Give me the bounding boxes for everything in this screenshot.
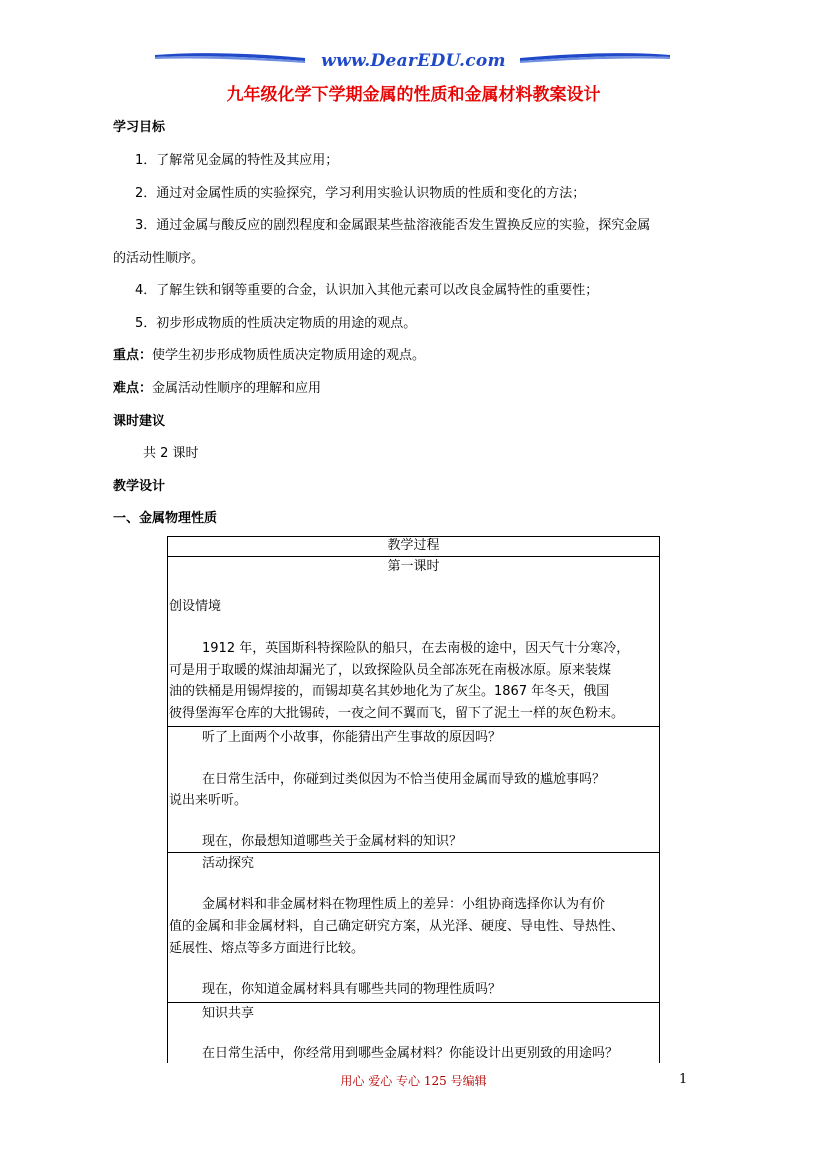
table-subheader: 第一课时: [387, 559, 440, 574]
objective-item: 4．了解生铁和钢等重要的合金，认识加入其他元素可以改良金属特性的重要性；: [135, 283, 599, 298]
objectives-heading: 学习目标: [113, 120, 166, 135]
question-line: 在日常生活中，你碰到过类似因为不恰当使用金属而导致的尴尬事吗？: [202, 772, 606, 787]
difficulty: [113, 380, 321, 398]
activity-line: 金属材料和非金属材料在物理性质上的差异：小组协商选择你认为有价: [202, 897, 606, 912]
activity-cell: [169, 853, 658, 1002]
table-row: [168, 537, 660, 557]
knowledge-title: 知识共享: [202, 1006, 255, 1021]
key-point-label: 重点：: [113, 348, 153, 363]
scenario-line: 彼得堡海军仓库的大批锡砖，一夜之间不翼而飞，留下了泥土一样的灰色粉末。: [169, 706, 625, 721]
activity-title: 活动探究: [202, 856, 255, 871]
table-row: [168, 727, 660, 853]
questions-cell: [169, 727, 658, 852]
activity-question: 现在，你知道金属材料具有哪些共同的物理性质吗？: [202, 982, 502, 997]
objective-item-continuation: 的活动性顺序。: [113, 251, 205, 266]
objective-item: 3．通过金属与酸反应的剧烈程度和金属跟某些盐溶液能否发生置换反应的实验，探究金属: [135, 218, 651, 233]
key-point-text: 使学生初步形成物质性质决定物质用途的观点。: [152, 348, 426, 363]
lesson-hours-heading: 课时建议: [113, 414, 166, 429]
question-line: 听了上面两个小故事，你能猜出产生事故的原因吗？: [202, 730, 502, 745]
lesson-process-table: [167, 536, 660, 1063]
objective-item: 5．初步形成物质的性质决定物质的用途的观点。: [135, 316, 417, 331]
footer-text: 用心 爱心 专心 125 号编辑: [340, 1074, 487, 1088]
scenario-line: 油的铁桶是用锡焊接的，而锡却莫名其妙地化为了灰尘。1867 年冬天，俄国: [169, 684, 610, 699]
table-row: [168, 1003, 660, 1064]
objective-item: 1．了解常见金属的特性及其应用；: [135, 153, 339, 168]
table-row: [168, 853, 660, 1003]
site-url[interactable]: www.DearEDU.com: [321, 51, 506, 71]
lesson-hours-text: 共 2 课时: [143, 446, 199, 461]
key-point: [113, 347, 425, 365]
page-number: 1: [679, 1072, 688, 1087]
knowledge-question: 在日常生活中，你经常用到哪些金属材料？你能设计出更别致的用途吗？: [202, 1046, 619, 1061]
table-row: [168, 557, 660, 727]
scenario-line: 1912 年，英国斯科特探险队的船只，在去南极的途中，因天气十分寒冷，: [202, 641, 630, 656]
activity-line: 延展性、熔点等多方面进行比较。: [169, 941, 365, 956]
difficulty-text: 金属活动性顺序的理解和应用: [152, 381, 322, 396]
scenario-line: 可是用于取暖的煤油却漏光了，以致探险队员全部冻死在南极冰原。原来装煤: [169, 663, 612, 678]
design-heading: 教学设计: [113, 479, 166, 494]
difficulty-label: 难点：: [113, 381, 153, 396]
knowledge-cell: [169, 1003, 658, 1063]
activity-line: 值的金属和非金属材料，自己确定研究方案，从光泽、硬度、导电性、导热性、: [169, 919, 625, 934]
document-title: 九年级化学下学期金属的性质和金属材料教案设计: [226, 85, 601, 105]
table-header: 教学过程: [168, 537, 660, 557]
scenario-title: 创设情境: [169, 599, 222, 614]
scenario-cell: [169, 557, 658, 726]
section-heading: 一、金属物理性质: [113, 511, 218, 526]
question-line: 现在，你最想知道哪些关于金属材料的知识？: [202, 834, 463, 849]
question-line: 说出来听听。: [169, 793, 248, 808]
objective-item: 2．通过对金属性质的实验探究，学习利用实验认识物质的性质和变化的方法；: [135, 186, 586, 201]
